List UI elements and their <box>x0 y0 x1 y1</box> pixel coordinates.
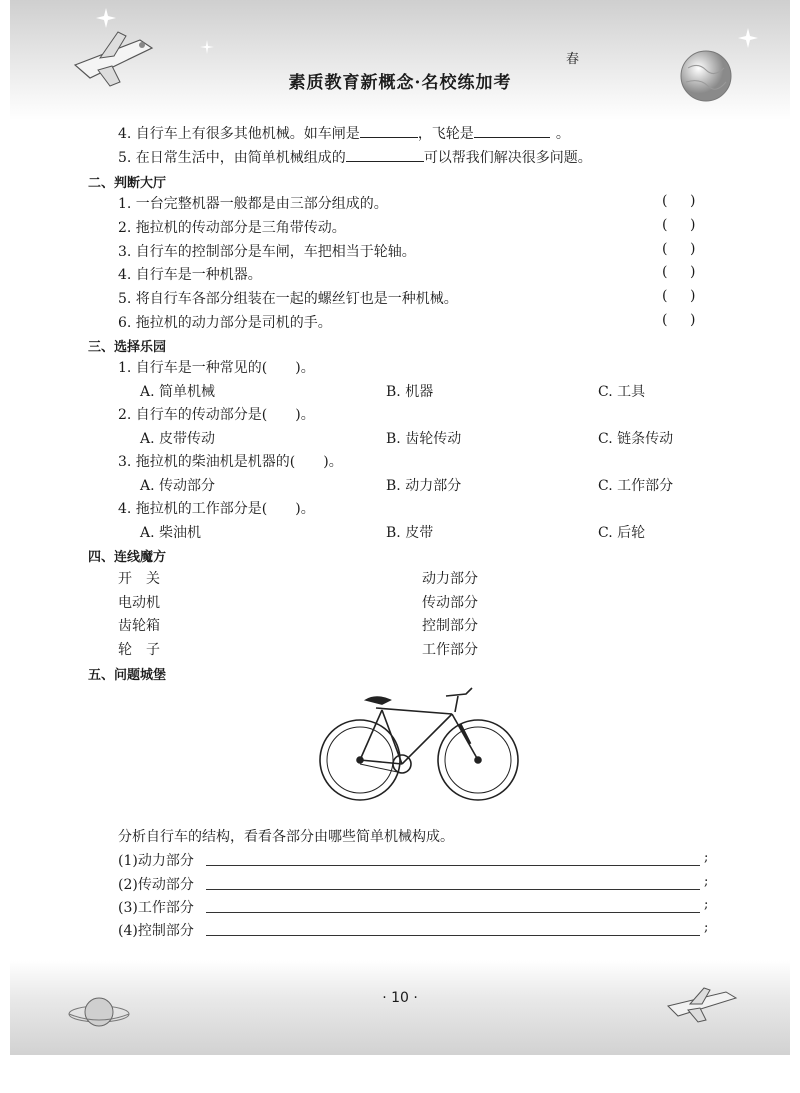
star-icon <box>96 8 116 28</box>
match-left-item[interactable]: 开 关 <box>118 571 160 587</box>
section-title-judge: 二、判断大厅 <box>88 176 167 191</box>
section-title-question: 五、问题城堡 <box>88 668 167 683</box>
bicycle-image <box>310 684 520 806</box>
choice-option-b[interactable]: B. 皮带 <box>386 525 434 541</box>
judge-answer-box[interactable]: ( ) <box>662 217 696 233</box>
choice-option-c[interactable]: C. 工具 <box>598 384 646 400</box>
page-title: 素质教育新概念·名校练加考 <box>288 73 512 93</box>
page-number: · 10 · <box>382 990 418 1006</box>
choice-option-b[interactable]: B. 机器 <box>386 384 434 400</box>
choice-option-a[interactable]: A. 柴油机 <box>140 525 202 541</box>
analysis-item-label: (4)控制部分 <box>118 923 194 939</box>
judge-answer-box[interactable]: ( ) <box>662 193 696 209</box>
judge-answer-box[interactable]: ( ) <box>662 288 696 304</box>
semicolon: ; <box>704 874 709 889</box>
fill-question-4: 4. 自行车上有很多其他机械。如车闸是 ，飞轮是 。 <box>118 126 570 142</box>
judge-item: 6. 拖拉机的动力部分是司机的手。 <box>118 315 332 331</box>
judge-answer-box[interactable]: ( ) <box>662 241 696 257</box>
answer-line[interactable] <box>206 865 700 866</box>
match-right-item[interactable]: 工作部分 <box>422 642 478 658</box>
semicolon: ; <box>704 850 709 865</box>
analysis-prompt: 分析自行车的结构，看看各部分由哪些简单机械构成。 <box>118 829 454 845</box>
choice-option-a[interactable]: A. 简单机械 <box>140 384 216 400</box>
judge-item: 2. 拖拉机的传动部分是三角带传动。 <box>118 220 346 236</box>
choice-option-c[interactable]: C. 链条传动 <box>598 431 674 447</box>
semicolon: ; <box>704 897 709 912</box>
choice-option-c[interactable]: C. 后轮 <box>598 525 646 541</box>
choice-question: 4. 拖拉机的工作部分是( )。 <box>118 501 315 517</box>
choice-option-b[interactable]: B. 动力部分 <box>386 478 462 494</box>
answer-line[interactable] <box>206 912 700 913</box>
answer-blank[interactable] <box>360 125 418 138</box>
star-icon <box>200 40 214 54</box>
analysis-item-label: (1)动力部分 <box>118 853 194 869</box>
semicolon: ; <box>704 920 709 935</box>
section-title-matching: 四、连线魔方 <box>88 550 167 565</box>
judge-answer-box[interactable]: ( ) <box>662 312 696 328</box>
answer-line[interactable] <box>206 889 700 890</box>
fill-question-5: 5. 在日常生活中，由简单机械组成的 可以帮我们解决很多问题。 <box>118 150 592 166</box>
match-right-item[interactable]: 控制部分 <box>422 618 478 634</box>
choice-question: 1. 自行车是一种常见的( )。 <box>118 360 315 376</box>
judge-item: 4. 自行车是一种机器。 <box>118 267 262 283</box>
season-label: 春 <box>566 52 580 67</box>
star-icon <box>738 28 758 48</box>
judge-item: 1. 一台完整机器一般都是由三部分组成的。 <box>118 196 388 212</box>
choice-option-c[interactable]: C. 工作部分 <box>598 478 674 494</box>
judge-item: 5. 将自行车各部分组装在一起的螺丝钉也是一种机械。 <box>118 291 458 307</box>
choice-option-b[interactable]: B. 齿轮传动 <box>386 431 462 447</box>
section-title-choice: 三、选择乐园 <box>88 340 167 355</box>
answer-line[interactable] <box>206 935 700 936</box>
analysis-item-label: (3)工作部分 <box>118 900 194 916</box>
answer-blank[interactable] <box>474 125 550 138</box>
choice-option-a[interactable]: A. 传动部分 <box>140 478 216 494</box>
choice-question: 2. 自行车的传动部分是( )。 <box>118 407 315 423</box>
judge-answer-box[interactable]: ( ) <box>662 264 696 280</box>
match-left-item[interactable]: 齿轮箱 <box>118 618 160 634</box>
match-left-item[interactable]: 轮 子 <box>118 642 160 658</box>
match-right-item[interactable]: 动力部分 <box>422 571 478 587</box>
match-right-item[interactable]: 传动部分 <box>422 595 478 611</box>
answer-blank[interactable] <box>346 149 424 162</box>
analysis-item-label: (2)传动部分 <box>118 877 194 893</box>
judge-item: 3. 自行车的控制部分是车闸，车把相当于轮轴。 <box>118 244 416 260</box>
choice-question: 3. 拖拉机的柴油机是机器的( )。 <box>118 454 343 470</box>
match-left-item[interactable]: 电动机 <box>118 595 160 611</box>
choice-option-a[interactable]: A. 皮带传动 <box>140 431 216 447</box>
